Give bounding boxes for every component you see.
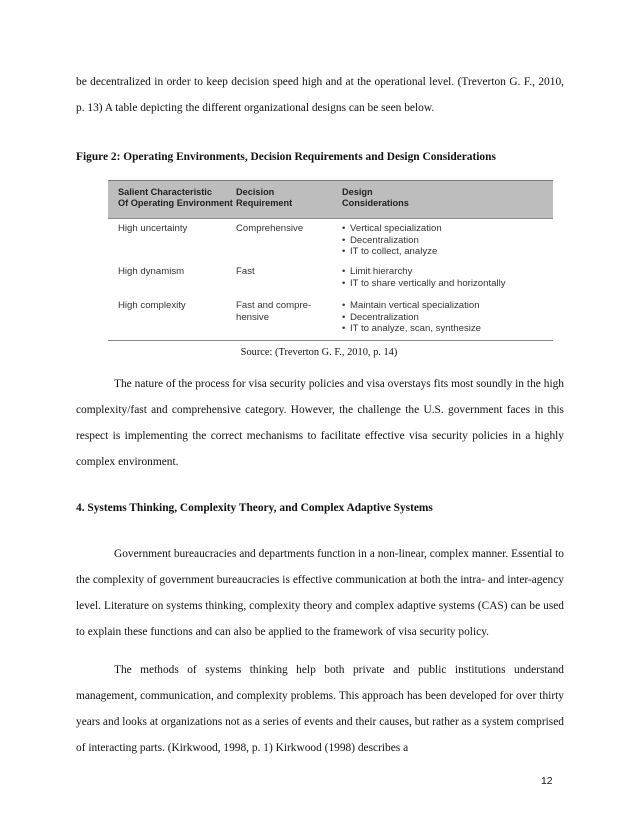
list-item: • Vertical specialization: [342, 223, 442, 235]
row-3-requirement: Fast and compre- hensive: [236, 300, 312, 323]
header-requirement: Decision Requirement: [236, 187, 293, 208]
row-3-characteristic: High complexity: [118, 300, 186, 311]
top-paragraph: be decentralized in order to keep decision speed high and at the operational level. (Treverton G. F., 2010, p. 13) A table depicting the different organizational designs can be seen below.: [76, 76, 564, 114]
list-item: • Decentralization: [342, 235, 442, 247]
list-item: • IT to share vertically and horizontally: [342, 278, 506, 290]
paragraph-3: Government bureaucracies and departments function in a non-linear, complex manner. Essential to the complexity of government bureaucracies is effective communication at both the intra- and inter-agency level. Literature on systems thinking, complexity theory and complex adaptive systems (CAS) can be used to explain these functions and can also be applied to the framework of visa security policy.: [76, 548, 564, 638]
list-item: • Decentralization: [342, 312, 481, 324]
table-bottom-rule: [108, 340, 553, 341]
paragraph-4: The methods of systems thinking help both private and public institutions understand management, communication, and complexity problems. This approach has been developed for over thirty years and looks at organizations not as a series of events and their causes, but rather as a system comprised of interacting parts. (Kirkwood, 1998, p. 1) Kirkwood (1998) describes a: [76, 664, 564, 754]
list-item: • Maintain vertical specialization: [342, 300, 481, 312]
header-characteristic: Salient Characteristic Of Operating Environment: [118, 187, 233, 208]
row-1-requirement: Comprehensive: [236, 223, 304, 234]
list-item: • IT to collect, analyze: [342, 246, 442, 258]
page-number: 12: [541, 776, 553, 787]
row-1-considerations: [342, 223, 442, 258]
list-item: • Limit hierarchy: [342, 266, 506, 278]
header-considerations: Design Considerations: [342, 187, 409, 208]
section-heading: 4. Systems Thinking, Complexity Theory, and Complex Adaptive Systems: [76, 502, 433, 514]
figure-table: [108, 180, 553, 342]
row-3-considerations: [342, 300, 481, 335]
row-1-characteristic: High uncertainty: [118, 223, 188, 234]
row-2-characteristic: High dynamism: [118, 266, 185, 277]
paragraph-2: The nature of the process for visa security policies and visa overstays fits most soundly in the high complexity/fast and comprehensive category. However, the challenge the U.S. government faces in this respect is implementing the correct mechanisms to facilitate effective visa security policies in a highly complex environment.: [76, 378, 564, 468]
figure-caption: Figure 2: Operating Environments, Decision Requirements and Design Considerations: [76, 151, 496, 163]
row-2-requirement: Fast: [236, 266, 255, 277]
list-item: • IT to analyze, scan, synthesize: [342, 323, 481, 335]
table-header: [108, 180, 553, 219]
row-2-considerations: [342, 266, 506, 289]
figure-source: Source: (Treverton G. F., 2010, p. 14): [240, 347, 398, 358]
